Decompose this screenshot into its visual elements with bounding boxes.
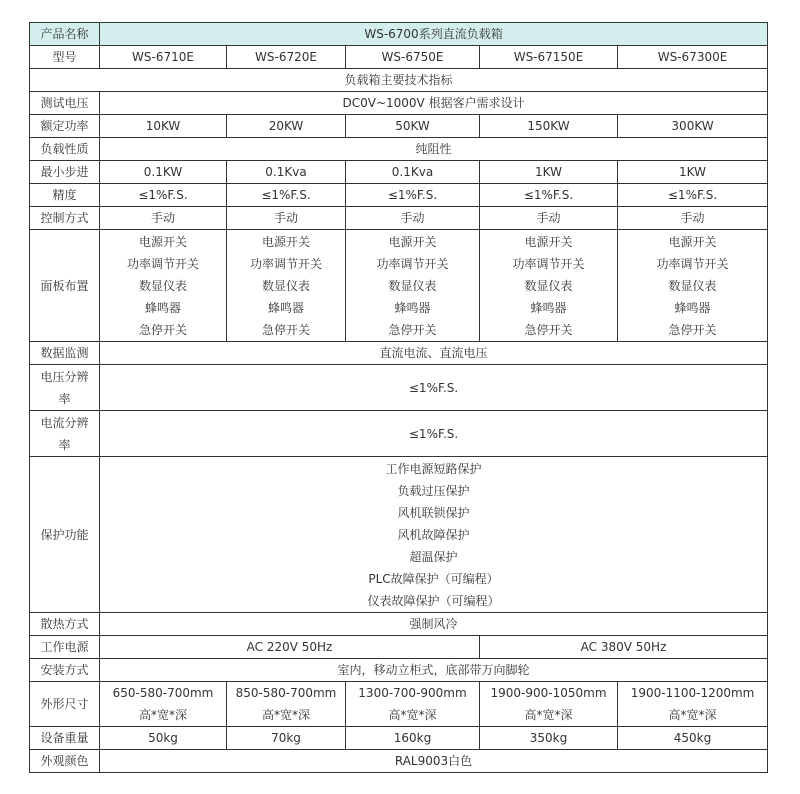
color-row [30,750,768,773]
weight-value: 350kg [480,727,618,750]
rated-power-value: 300KW [618,115,768,138]
protection-item: 仪表故障保护（可编程） [367,593,500,608]
dimensions-cell [480,682,618,727]
panel-item: 电源开关 [261,234,310,249]
accuracy-value: ≤1%F.S. [100,184,227,207]
spec-table [29,22,768,773]
color-label: 外观颜色 [30,750,100,773]
panel-layout-label: 面板布置 [30,230,100,342]
dimensions-value: 1300-700-900mm [358,686,467,700]
power-supply-value-380v: AC 380V 50Hz [480,636,768,659]
installation-value: 室内，移动立柜式，底部带万向脚轮 [100,659,768,682]
panel-item: 数显仪表 [524,278,573,293]
panel-item: 蜂鸣器 [144,300,181,315]
cooling-row [30,613,768,636]
panel-item: 急停开关 [668,322,717,337]
panel-item: 急停开关 [138,322,187,337]
accuracy-label: 精度 [30,184,100,207]
panel-item: 电源开关 [388,234,437,249]
panel-layout-row [30,230,768,342]
power-supply-label: 工作电源 [30,636,100,659]
model-row [30,46,768,69]
model-value: WS-67300E [618,46,768,69]
dimensions-row [30,682,768,727]
panel-item: 蜂鸣器 [394,300,431,315]
weight-row [30,727,768,750]
panel-item: 蜂鸣器 [267,300,304,315]
weight-value: 160kg [346,727,480,750]
load-type-row [30,138,768,161]
rated-power-value: 10KW [100,115,227,138]
min-step-row [30,161,768,184]
dimensions-unit-note: 高*宽*深 [261,708,310,722]
installation-label: 安装方式 [30,659,100,682]
control-mode-row [30,207,768,230]
panel-item: 功率调节开关 [512,256,585,271]
weight-value: 70kg [227,727,346,750]
rated-power-label: 额定功率 [30,115,100,138]
protection-item: 风机故障保护 [397,527,470,542]
control-mode-value: 手动 [480,207,618,230]
section-title: 负载箱主要技术指标 [30,69,768,92]
panel-layout-cell [100,230,227,342]
voltage-resolution-row [30,365,768,411]
current-resolution-value: ≤1%F.S. [100,411,768,457]
load-type-value: 纯阻性 [100,138,768,161]
load-type-label: 负载性质 [30,138,100,161]
product-name-row [30,23,768,46]
panel-item: 功率调节开关 [126,256,199,271]
voltage-resolution-label-line: 电压分辨 [40,369,89,384]
panel-item: 数显仪表 [138,278,187,293]
protection-item: 工作电源短路保护 [385,461,482,476]
product-name-value: WS-6700系列直流负载箱 [100,23,768,46]
power-supply-value-220v: AC 220V 50Hz [100,636,480,659]
panel-item: 功率调节开关 [376,256,449,271]
panel-item: 数显仪表 [388,278,437,293]
control-mode-value: 手动 [100,207,227,230]
cooling-value: 强制风冷 [100,613,768,636]
voltage-resolution-label [30,365,100,411]
dimensions-unit-note: 高*宽*深 [388,708,437,722]
dimensions-cell [100,682,227,727]
panel-item: 急停开关 [388,322,437,337]
dimensions-value: 850-580-700mm [235,686,337,700]
installation-row [30,659,768,682]
rated-power-value: 150KW [480,115,618,138]
panel-item: 蜂鸣器 [530,300,567,315]
panel-item: 蜂鸣器 [674,300,711,315]
protection-item: PLC故障保护（可编程） [368,571,499,586]
protection-label: 保护功能 [30,457,100,613]
rated-power-value: 20KW [227,115,346,138]
section-title-row [30,69,768,92]
accuracy-value: ≤1%F.S. [346,184,480,207]
panel-item: 功率调节开关 [656,256,729,271]
model-value: WS-6710E [100,46,227,69]
weight-label: 设备重量 [30,727,100,750]
panel-item: 急停开关 [261,322,310,337]
cooling-label: 散热方式 [30,613,100,636]
panel-layout-cell [480,230,618,342]
control-mode-value: 手动 [618,207,768,230]
product-name-label: 产品名称 [30,23,100,46]
protection-list [100,457,768,613]
min-step-value: 1KW [618,161,768,184]
data-monitoring-row [30,342,768,365]
panel-item: 电源开关 [524,234,573,249]
dimensions-unit-note: 高*宽*深 [138,708,187,722]
panel-item: 数显仪表 [668,278,717,293]
panel-item: 急停开关 [524,322,573,337]
min-step-value: 0.1Kva [227,161,346,184]
panel-item: 数显仪表 [261,278,310,293]
current-resolution-row [30,411,768,457]
protection-item: 负载过压保护 [397,483,470,498]
control-mode-label: 控制方式 [30,207,100,230]
panel-item: 电源开关 [138,234,187,249]
current-resolution-label-line: 率 [58,437,71,452]
voltage-resolution-value: ≤1%F.S. [100,365,768,411]
dimensions-value: 650-580-700mm [112,686,214,700]
min-step-label: 最小步进 [30,161,100,184]
accuracy-value: ≤1%F.S. [227,184,346,207]
accuracy-value: ≤1%F.S. [480,184,618,207]
rated-power-value: 50KW [346,115,480,138]
dimensions-cell [618,682,768,727]
panel-layout-cell [618,230,768,342]
data-monitoring-value: 直流电流、直流电压 [100,342,768,365]
panel-layout-cell [227,230,346,342]
model-label: 型号 [30,46,100,69]
control-mode-value: 手动 [227,207,346,230]
protection-row [30,457,768,613]
test-voltage-value: DC0V~1000V 根据客户需求设计 [100,92,768,115]
accuracy-row [30,184,768,207]
current-resolution-label [30,411,100,457]
weight-value: 50kg [100,727,227,750]
weight-value: 450kg [618,727,768,750]
model-value: WS-6720E [227,46,346,69]
panel-item: 功率调节开关 [249,256,322,271]
panel-layout-cell [346,230,480,342]
dimensions-cell [346,682,480,727]
min-step-value: 0.1KW [100,161,227,184]
min-step-value: 0.1Kva [346,161,480,184]
model-value: WS-67150E [480,46,618,69]
dimensions-unit-note: 高*宽*深 [668,708,717,722]
test-voltage-row [30,92,768,115]
power-supply-row [30,636,768,659]
accuracy-value: ≤1%F.S. [618,184,768,207]
voltage-resolution-label-line: 率 [58,391,71,406]
rated-power-row [30,115,768,138]
current-resolution-label-line: 电流分辨 [40,415,89,430]
protection-item: 风机联锁保护 [397,505,470,520]
test-voltage-label: 测试电压 [30,92,100,115]
model-value: WS-6750E [346,46,480,69]
panel-item: 电源开关 [668,234,717,249]
dimensions-cell [227,682,346,727]
protection-item: 超温保护 [409,549,458,564]
dimensions-unit-note: 高*宽*深 [524,708,573,722]
min-step-value: 1KW [480,161,618,184]
dimensions-label: 外形尺寸 [30,682,100,727]
color-value: RAL9003白色 [100,750,768,773]
control-mode-value: 手动 [346,207,480,230]
data-monitoring-label: 数据监测 [30,342,100,365]
dimensions-value: 1900-1100-1200mm [630,686,755,700]
dimensions-value: 1900-900-1050mm [490,686,607,700]
